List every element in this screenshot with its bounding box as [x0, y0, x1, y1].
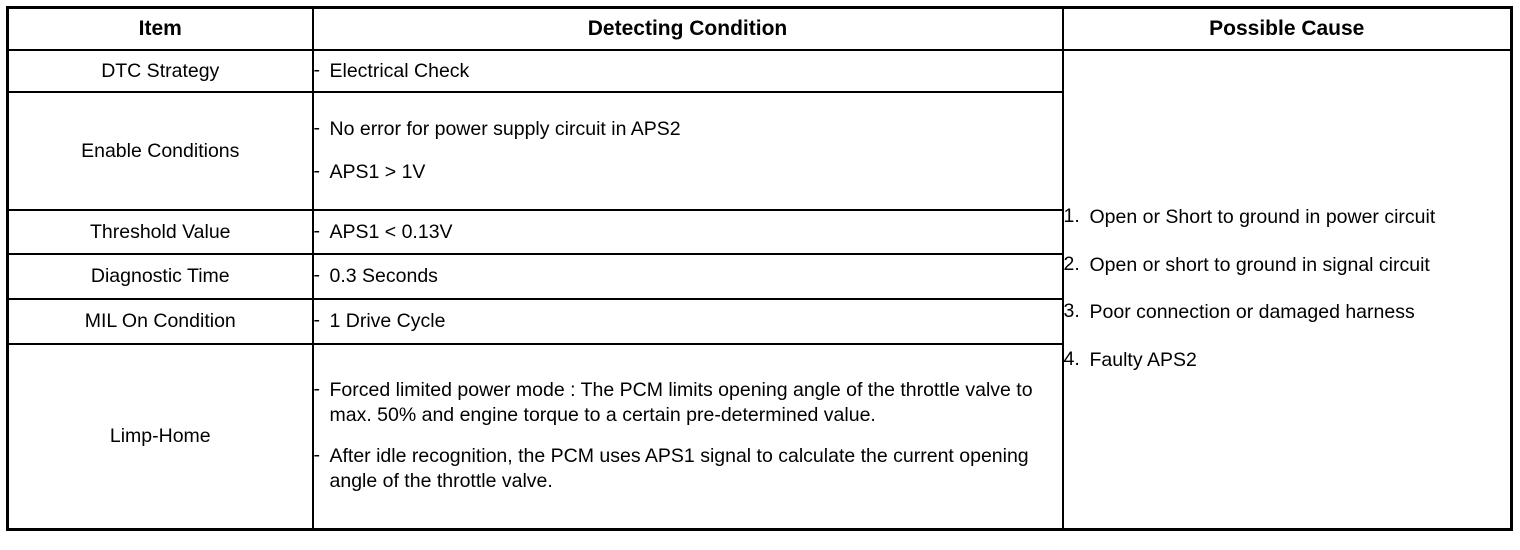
condition-text: APS1 > 1V — [329, 161, 426, 183]
condition-diagnostic-time — [313, 254, 1063, 299]
column-header-detecting-condition: Detecting Condition — [313, 8, 1063, 51]
column-header-possible-cause: Possible Cause — [1063, 8, 1512, 51]
condition-line — [314, 309, 1062, 334]
condition-limp-home — [313, 344, 1063, 529]
condition-text: 0.3 Seconds — [329, 265, 438, 288]
cause-item — [1064, 300, 1511, 326]
condition-text: APS1 < 0.13V — [329, 220, 453, 243]
item-threshold-value: Threshold Value — [8, 210, 313, 254]
condition-text: Forced limited power mode : The PCM limits opening angle of the throttle valve to max. 50% and engine torque to a certain pre-determined value. — [329, 379, 1033, 427]
dash-marker: - — [313, 378, 320, 401]
table-header-row — [8, 8, 1512, 51]
dash-marker: - — [313, 264, 320, 287]
column-header-item: Item — [8, 8, 313, 51]
condition-line — [314, 59, 1062, 84]
condition-line — [314, 220, 1062, 245]
condition-line — [314, 160, 1062, 185]
item-enable-conditions: Enable Conditions — [8, 92, 313, 210]
condition-line — [314, 378, 1062, 428]
item-limp-home: Limp-Home — [8, 344, 313, 529]
condition-text: 1 Drive Cycle — [329, 310, 446, 333]
condition-mil-on-condition — [313, 299, 1063, 344]
cause-item — [1064, 253, 1511, 279]
item-mil-on-condition: MIL On Condition — [8, 299, 313, 344]
cause-text: Poor connection or damaged harness — [1089, 301, 1415, 324]
item-dtc-strategy: DTC Strategy — [8, 50, 313, 92]
item-diagnostic-time: Diagnostic Time — [8, 254, 313, 299]
cause-text: Faulty APS2 — [1089, 348, 1197, 371]
condition-threshold-value — [313, 210, 1063, 254]
cause-item — [1064, 348, 1511, 374]
dtc-detecting-condition-table — [6, 6, 1513, 531]
condition-line — [314, 264, 1062, 289]
cause-text: Open or short to ground in signal circuit — [1089, 253, 1430, 276]
condition-text: After idle recognition, the PCM uses APS1 signal to calculate the current opening angle of the throttle valve. — [329, 445, 1029, 493]
spacer — [314, 142, 1062, 160]
cause-number: 1. — [1063, 204, 1080, 227]
condition-dtc-strategy — [313, 50, 1063, 92]
condition-enable-conditions — [313, 92, 1063, 210]
table-row — [8, 50, 1512, 92]
cause-number: 2. — [1063, 252, 1080, 275]
condition-line — [314, 444, 1062, 494]
cause-number: 3. — [1063, 300, 1080, 323]
condition-text: No error for power supply circuit in APS2 — [329, 118, 681, 141]
spacer — [314, 428, 1062, 444]
cause-number: 4. — [1063, 347, 1080, 370]
cause-item — [1064, 205, 1511, 231]
dash-marker: - — [313, 444, 320, 467]
possible-cause-cell — [1063, 50, 1512, 529]
cause-text: Open or Short to ground in power circuit — [1089, 205, 1436, 228]
condition-text: Electrical Check — [329, 59, 470, 82]
condition-line — [314, 117, 1062, 142]
dash-marker: - — [313, 219, 320, 242]
dash-marker: - — [313, 58, 320, 81]
dash-marker: - — [313, 160, 320, 182]
dash-marker: - — [313, 309, 320, 332]
dash-marker: - — [313, 117, 320, 140]
